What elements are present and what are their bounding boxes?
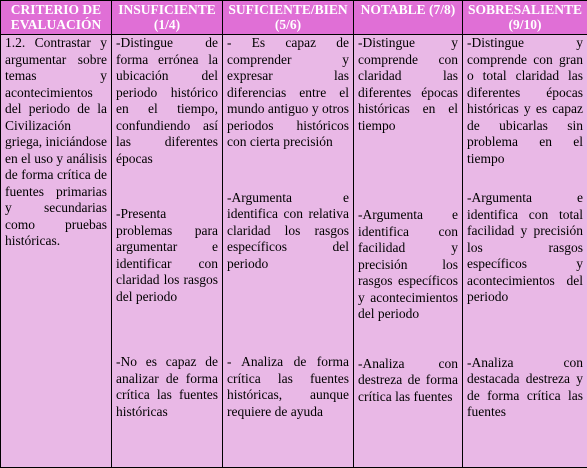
suficiente-cell bbox=[223, 35, 354, 468]
body-row bbox=[1, 35, 587, 468]
notable-item-3: -Analiza con destreza de forma crítica las fuentes bbox=[358, 355, 458, 404]
criterio-text: 1.2. Contrastar y argumentar sobre temas y acontecimientos del periodo de la Civilización griega, iniciándose en el uso y análisis de forma crítica de fuentes primarias y secundarias como pruebas históricas. bbox=[5, 35, 107, 248]
header-suficiente bbox=[223, 1, 354, 35]
suficiente-item-1: - Es capaz de comprender y expresar las diferencias entre el mundo antiguo y otros periodos históricos con cierta precisión bbox=[227, 35, 349, 149]
suficiente-item-2: -Argumenta e identifica con relativa claridad los rasgos específicos del periodo bbox=[227, 189, 349, 271]
insuficiente-item-3: -No es capaz de analizar de forma crítica las fuentes históricas bbox=[116, 354, 218, 419]
sobresaliente-item-3: -Analiza con destacada destreza y de forma crítica las fuentes bbox=[467, 354, 583, 419]
header-sobresaliente-line1: SOBRESALIENTE bbox=[467, 2, 583, 17]
header-criterio-line2: EVALUACIÓN bbox=[10, 17, 102, 32]
header-notable-line1: NOTABLE (7/8) bbox=[360, 2, 456, 17]
header-insuficiente-line1: INSUFICIENTE bbox=[118, 2, 216, 17]
header-insuficiente bbox=[112, 1, 223, 35]
notable-item-2: -Argumenta e identifica con facilidad y precisión los rasgos específicos y acontecimientos del periodo bbox=[358, 207, 458, 321]
header-suficiente-line2: (5/6) bbox=[274, 17, 302, 32]
header-notable bbox=[354, 1, 463, 35]
criterio-cell bbox=[1, 35, 112, 468]
notable-item-1: -Distingue y comprende con claridad las diferentes épocas históricas en el tiempo bbox=[358, 35, 458, 133]
header-sobresaliente bbox=[463, 1, 587, 35]
header-sobresaliente-line2: (9/10) bbox=[508, 17, 542, 32]
header-criterio-line1: CRITERIO DE bbox=[10, 2, 102, 17]
notable-cell bbox=[354, 35, 463, 468]
insuficiente-cell bbox=[112, 35, 223, 468]
insuficiente-item-1: -Distingue de forma errónea la ubicación del periodo histórico en el tiempo, confundiendo así las diferentes épocas bbox=[116, 35, 218, 166]
header-suficiente-line1: SUFICIENTE/BIEN bbox=[228, 2, 348, 17]
sobresaliente-item-1: -Distingue y comprende con gran o total claridad las diferentes épocas históricas y es capaz de ubicarlas sin problema en el tiempo bbox=[467, 35, 583, 166]
insuficiente-item-2: -Presenta problemas para argumentar e identificar con claridad los rasgos del periodo bbox=[116, 206, 218, 304]
header-row bbox=[1, 1, 587, 35]
sobresaliente-cell bbox=[463, 35, 587, 468]
suficiente-item-3: - Analiza de forma crítica las fuentes históricas, aunque requiere de ayuda bbox=[227, 354, 349, 419]
header-criterio bbox=[1, 1, 112, 35]
header-insuficiente-line2: (1/4) bbox=[153, 17, 181, 32]
sobresaliente-item-2: -Argumenta e identifica con total facilidad y precisión los rasgos específicos y acontecimientos del periodo bbox=[467, 190, 583, 304]
